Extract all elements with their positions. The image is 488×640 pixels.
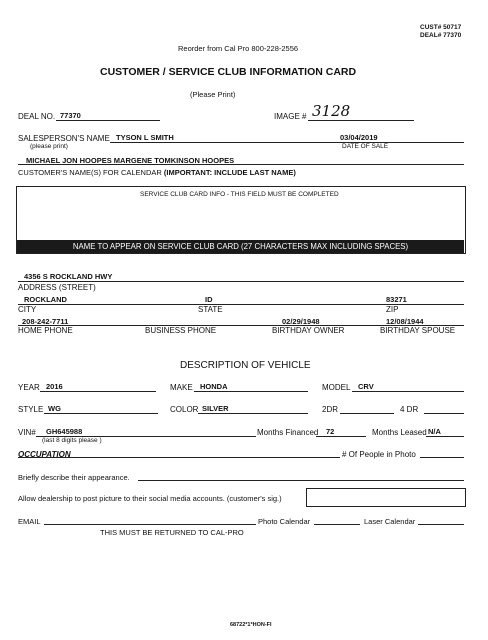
- please-print: (Please Print): [190, 90, 236, 99]
- service-club-name-bar: NAME TO APPEAR ON SERVICE CLUB CARD (27 CHARACTERS MAX INCLUDING SPACES): [17, 240, 464, 253]
- months-leased-line: [426, 436, 464, 437]
- two-door-label: 2DR: [322, 405, 339, 414]
- occupation-line[interactable]: [18, 457, 340, 458]
- year-label: YEAR: [18, 383, 40, 392]
- state-value[interactable]: ID: [205, 295, 213, 304]
- image-label: IMAGE #: [274, 112, 307, 121]
- street-line: [18, 281, 464, 282]
- deal-line: [56, 120, 160, 121]
- salesperson-label: SALESPERSON'S NAME: [18, 134, 110, 143]
- style-value[interactable]: WG: [48, 404, 61, 413]
- home-phone-label: HOME PHONE: [18, 326, 73, 335]
- year-value[interactable]: 2016: [46, 382, 63, 391]
- sale-date-label: DATE OF SALE: [342, 143, 389, 150]
- form-code: 68722*1*HON-FI: [230, 622, 272, 628]
- customer-number: CUST# 50717: [420, 24, 462, 31]
- city-label: CITY: [18, 305, 37, 314]
- make-label: MAKE: [170, 383, 193, 392]
- laser-calendar-line[interactable]: [418, 524, 464, 525]
- customer-names-line: [18, 164, 464, 165]
- email-label: EMAIL: [18, 517, 41, 526]
- style-line: [44, 413, 158, 414]
- vehicle-heading: DESCRIPTION OF VEHICLE: [180, 360, 311, 371]
- people-in-photo-line[interactable]: [420, 457, 464, 458]
- birthday-spouse-label: BIRTHDAY SPOUSE: [380, 326, 456, 335]
- zip-value[interactable]: 83271: [386, 295, 407, 304]
- salesperson-value[interactable]: TYSON L SMITH: [116, 133, 174, 142]
- customer-names-label: CUSTOMER'S NAME(S) FOR CALENDAR (IMPORTANT: INCLUDE LAST NAME): [18, 168, 296, 177]
- street-label: ADDRESS (STREET): [18, 283, 96, 292]
- appearance-line[interactable]: [138, 480, 464, 481]
- city-value[interactable]: ROCKLAND: [24, 295, 67, 304]
- photo-calendar-label: Photo Calendar: [258, 517, 311, 526]
- social-media-signature-box[interactable]: [306, 488, 466, 507]
- birthday-owner-value[interactable]: 02/29/1948: [282, 317, 320, 326]
- vin-value[interactable]: GH645988: [46, 427, 83, 436]
- image-line: [308, 120, 414, 121]
- color-label: COLOR: [170, 405, 199, 414]
- social-media-label: Allow dealership to post picture to their social media accounts. (customer's sig.): [18, 494, 282, 503]
- months-financed-value[interactable]: 72: [326, 427, 335, 436]
- state-label: STATE: [198, 305, 223, 314]
- service-club-info-label: SERVICE CLUB CARD INFO - THIS FIELD MUST BE COMPLETED: [140, 191, 339, 198]
- birthday-owner-label: BIRTHDAY OWNER: [272, 326, 345, 335]
- vin-note: (last 8 digits please ): [42, 437, 102, 444]
- year-line: [40, 391, 156, 392]
- people-in-photo-label: # Of People in Photo: [342, 450, 416, 459]
- deal-value[interactable]: 77370: [60, 111, 81, 120]
- make-value[interactable]: HONDA: [200, 382, 228, 391]
- photo-calendar-line[interactable]: [314, 524, 360, 525]
- months-leased-label: Months Leased: [372, 428, 427, 437]
- color-line: [198, 413, 308, 414]
- image-value[interactable]: 3128: [312, 102, 351, 120]
- business-phone-label: BUSINESS PHONE: [145, 326, 217, 335]
- color-value[interactable]: SILVER: [202, 404, 229, 413]
- email-line[interactable]: [44, 524, 256, 525]
- form-title: CUSTOMER / SERVICE CLUB INFORMATION CARD: [100, 66, 357, 78]
- model-line: [352, 391, 464, 392]
- make-line: [194, 391, 308, 392]
- four-door-line[interactable]: [424, 413, 464, 414]
- two-door-line[interactable]: [340, 413, 394, 414]
- months-leased-value[interactable]: N/A: [428, 427, 441, 436]
- occupation-label: OCCUPATION: [18, 450, 71, 459]
- birthday-spouse-value[interactable]: 12/08/1944: [386, 317, 424, 326]
- salesperson-line: [110, 142, 464, 143]
- street-value[interactable]: 4356 S ROCKLAND HWY: [24, 272, 113, 281]
- model-value[interactable]: CRV: [358, 382, 374, 391]
- salesperson-sublabel: (please print): [30, 143, 68, 150]
- home-phone-value[interactable]: 208-242-7711: [22, 317, 69, 326]
- deal-label: DEAL NO.: [18, 112, 56, 121]
- laser-calendar-label: Laser Calendar: [364, 517, 416, 526]
- return-note: THIS MUST BE RETURNED TO CAL-PRO: [100, 528, 244, 537]
- deal-number: DEAL# 77370: [420, 32, 462, 39]
- reorder-note: Reorder from Cal Pro 800-228-2556: [178, 44, 299, 53]
- months-financed-label: Months Financed: [257, 428, 319, 437]
- vin-label: VIN#: [18, 428, 36, 437]
- months-financed-line: [316, 436, 366, 437]
- four-door-label: 4 DR: [400, 405, 419, 414]
- customer-names-value[interactable]: MICHAEL JON HOOPES MARGENE TOMKINSON HOOPES: [26, 156, 235, 165]
- sale-date-value[interactable]: 03/04/2019: [340, 133, 378, 142]
- model-label: MODEL: [322, 383, 351, 392]
- appearance-label: Briefly describe their appearance.: [18, 473, 130, 482]
- style-label: STYLE: [18, 405, 44, 414]
- zip-label: ZIP: [386, 305, 399, 314]
